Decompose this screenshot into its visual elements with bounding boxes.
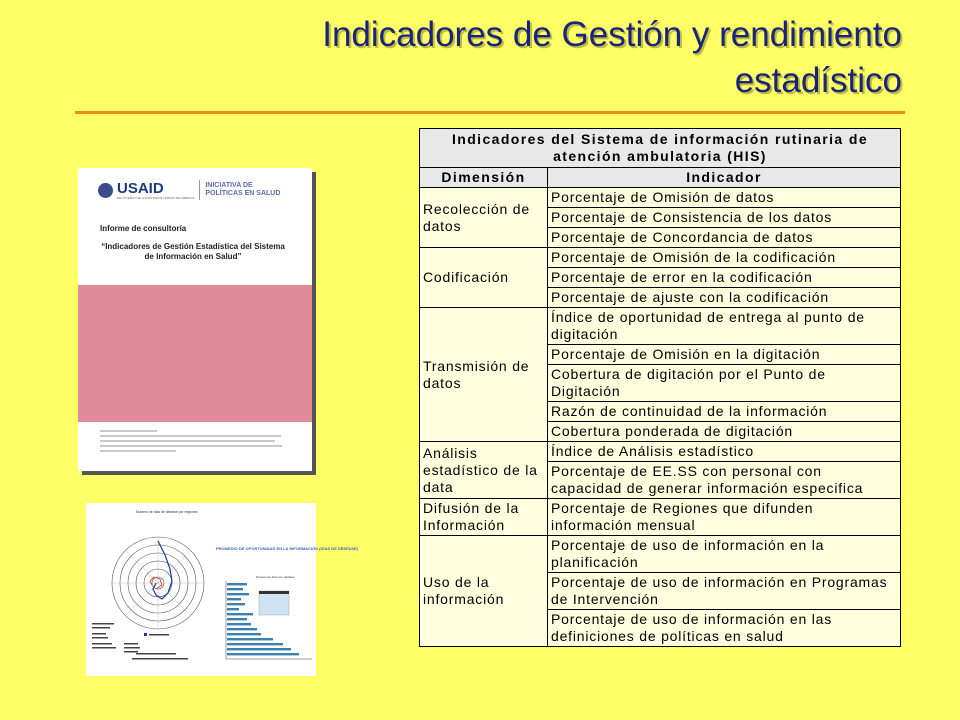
chart-thumbnail-svg	[86, 503, 358, 676]
column-header-dimension: Dimensión	[420, 168, 548, 188]
dimension-cell: Difusión de la Información	[420, 499, 548, 536]
usaid-brand: USAID	[117, 179, 164, 197]
radar-title: Número de días de desfase por regiones	[136, 510, 198, 514]
indicator-cell: Razón de continuidad de la información	[548, 402, 901, 422]
table-row	[420, 308, 901, 345]
logo-divider	[199, 180, 200, 200]
indicator-cell: Cobertura ponderada de digitación	[548, 422, 901, 442]
indicator-cell: Porcentaje de uso de información en las definiciones de políticas en salud	[548, 610, 901, 647]
indicator-cell: Porcentaje de Omisión en la digitación	[548, 345, 901, 365]
title-underline	[75, 111, 905, 114]
report-type: Informe de consultoría	[100, 224, 187, 233]
indicator-cell: Porcentaje de uso de información en la planificación	[548, 536, 901, 573]
slide-title: Indicadores de Gestión y rendimiento estadístico	[322, 15, 902, 100]
indicator-cell: Índice de Análisis estadístico	[548, 442, 901, 462]
column-header-indicator: Indicador	[548, 168, 901, 188]
dimension-cell: Transmisión de datos	[420, 308, 548, 442]
dimension-cell: Recolección de datos	[420, 188, 548, 248]
indicator-cell: Porcentaje de ajuste con la codificación	[548, 288, 901, 308]
indicator-cell: Porcentaje de Consistencia de los datos	[548, 208, 901, 228]
chart-caption: PROMEDIO DE OPORTUNIDAD EN LA INFORMACIÓN (DÍAS DE DESFASE)	[216, 546, 358, 551]
indicators-table	[419, 128, 901, 647]
indicator-cell: Porcentaje de Concordancia de datos	[548, 228, 901, 248]
table-title: Indicadores del Sistema de información rutinaria de atención ambulatoria (HIS)	[420, 129, 901, 168]
initiative-name: INICIATIVA DE POLÍTICAS EN SALUD	[205, 182, 281, 197]
report-cover-image	[78, 168, 312, 471]
table-row	[420, 188, 901, 208]
table-row	[420, 536, 901, 573]
bar-chart-title: Número de días con desfase	[256, 575, 295, 579]
indicator-cell: Índice de oportunidad de entrega al punto de digitación	[548, 308, 901, 345]
indicator-cell: Porcentaje de uso de información en Programas de Intervención	[548, 573, 901, 610]
indicator-cell: Porcentaje de Omisión de datos	[548, 188, 901, 208]
indicator-cell: Porcentaje de error en la codificación	[548, 268, 901, 288]
indicator-cell: Porcentaje de Omisión de la codificación	[548, 248, 901, 268]
table-row	[420, 499, 901, 536]
dimension-cell: Codificación	[420, 248, 548, 308]
dimension-cell: Uso de la información	[420, 536, 548, 647]
report-title: “Indicadores de Gestión Estadística del Sistema de Información en Salud”	[101, 242, 285, 261]
indicator-cell: Porcentaje de EE.SS con personal con capacidad de generar información especifica	[548, 462, 901, 499]
usaid-logo	[98, 180, 283, 200]
usaid-seal-icon	[98, 183, 113, 198]
table-row	[420, 248, 901, 268]
report-color-band	[78, 285, 312, 422]
report-footer-text	[100, 430, 290, 455]
indicator-cell: Cobertura de digitación por el Punto de Digitación	[548, 365, 901, 402]
dimension-cell: Análisis estadístico de la data	[420, 442, 548, 499]
usaid-brand-sub: DEL PUEBLO DE LOS ESTADOS UNIDOS DE AMÉRICA	[117, 195, 195, 200]
indicator-cell: Porcentaje de Regiones que difunden información mensual	[548, 499, 901, 536]
chart-thumbnail-image	[86, 503, 358, 676]
table-row	[420, 442, 901, 462]
